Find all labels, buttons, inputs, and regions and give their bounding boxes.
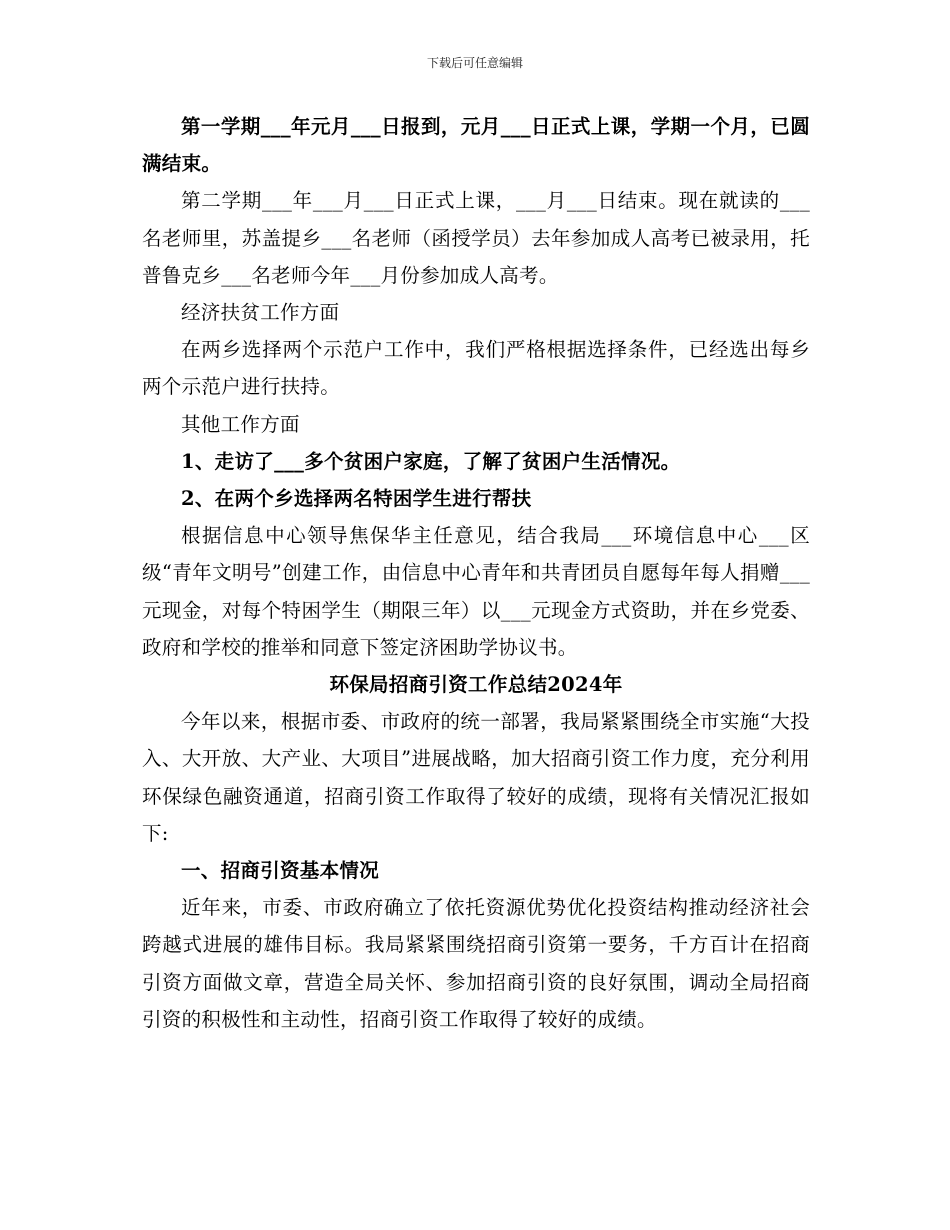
paragraph-intro: 今年以来，根据市委、市政府的统一部署，我局紧紧围绕全市实施“大投入、大开放、大产业、大项目”进展战略，加大招商引资工作力度，充分利用环保绿色融资通道，招商引资工作取得了较好的成绩，现将有关情况汇报如下: bbox=[142, 710, 810, 845]
heading-economic-poverty: 经济扶贫工作方面 bbox=[181, 301, 340, 325]
document-body bbox=[142, 108, 810, 1038]
paragraph-semester-two: 第二学期___年___月___日正式上课，___月___日结束。现在就读的___名老师里，苏盖提乡___名老师（函授学员）去年参加成人高考已被录用，托普鲁克乡___名老师今年___月份参加成人高考。 bbox=[142, 189, 810, 287]
heading-basic-situation: 一、招商引资基本情况 bbox=[181, 859, 380, 883]
paragraph-recent-years: 近年来，市委、市政府确立了依托资源优势优化投资结构推动经济社会跨越式进展的雄伟目标。我局紧紧围绕招商引资第一要务，千方百计在招商引资方面做文章，营造全局关怀、参加招商引资的良好氛围，调动全局招商引资的积极性和主动性，招商引资工作取得了较好的成绩。 bbox=[142, 896, 810, 1031]
heading-other-work: 其他工作方面 bbox=[181, 412, 300, 436]
paragraph-demo-households: 在两乡选择两个示范户工作中，我们严格根据选择条件，已经选出每乡两个示范户进行扶持。 bbox=[142, 338, 810, 399]
paragraph-semester-one: 第一学期___年元月___日报到，元月___日正式上课，学期一个月，已圆满结束。 bbox=[142, 115, 810, 176]
page-header: 下载后可任意编辑 bbox=[426, 56, 523, 70]
paragraph-student-aid: 根据信息中心领导焦保华主任意见，结合我局___环境信息中心___区级“青年文明号”创建工作，由信息中心青年和共青团员自愿每年每人捐赠___元现金，对每个特困学生（期限三年）以___元现金方式资助，并在乡党委、政府和学校的推举和同意下签定济困助学协议书。 bbox=[142, 524, 810, 659]
paragraph-item-1: 1、走访了___多个贫困户家庭，了解了贫困户生活情况。 bbox=[181, 449, 681, 473]
paragraph-item-2: 2、在两个乡选择两名特困学生进行帮扶 bbox=[181, 487, 532, 511]
section-title: 环保局招商引资工作总结2024年 bbox=[329, 673, 623, 697]
